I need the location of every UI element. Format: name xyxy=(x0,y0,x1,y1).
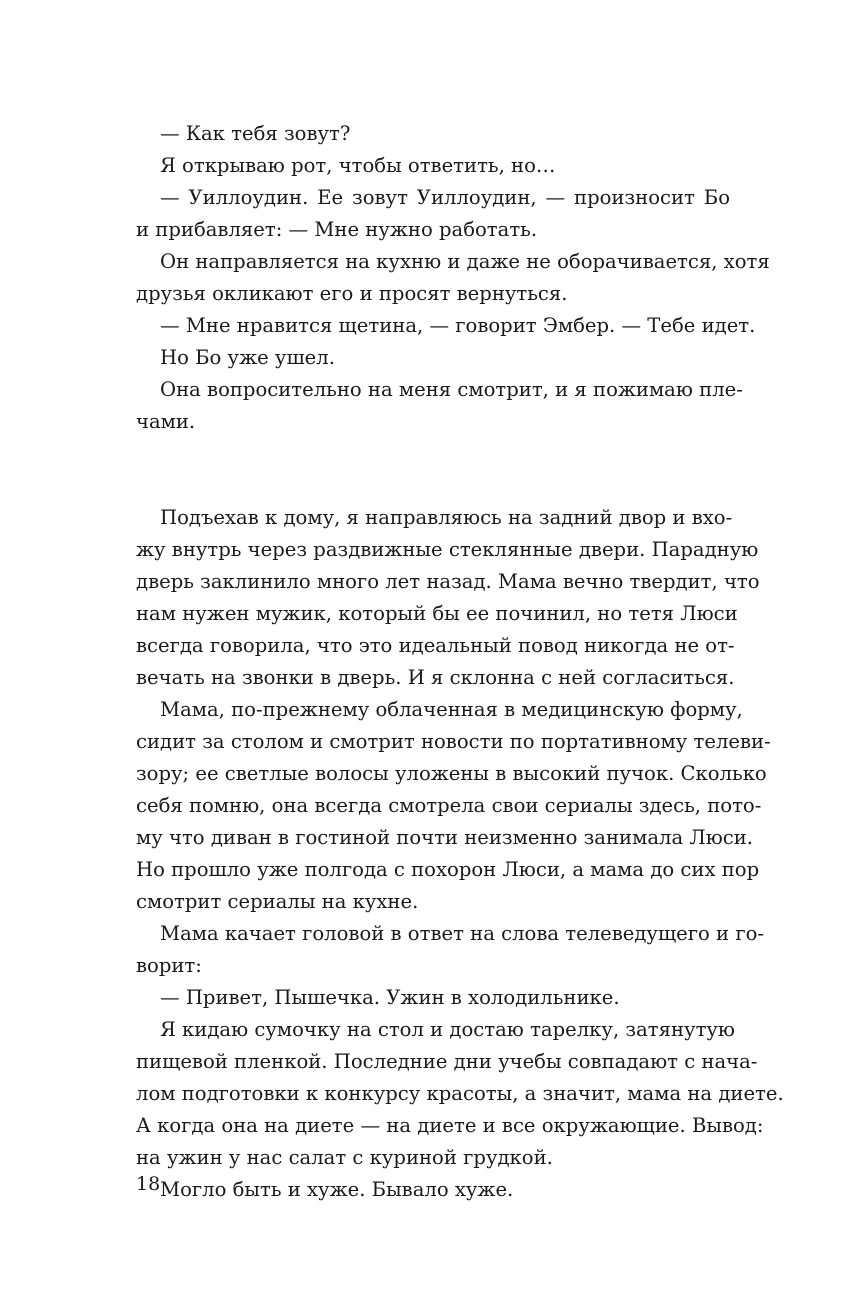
text-line: чами. xyxy=(136,410,196,433)
text-line: друзья окликают его и просят вернуться. xyxy=(136,282,568,305)
text-line: — Мне нравится щетина, — говорит Эмбер. — Тебе идет. xyxy=(160,314,756,337)
text-line: ворит: xyxy=(136,954,202,977)
text-line: на ужин у нас салат с куриной грудкой. xyxy=(136,1146,553,1169)
text-line: жу внутрь через раздвижные стеклянные двери. Парадную xyxy=(136,538,759,561)
text-line: Она вопросительно на меня смотрит, и я пожимаю пле- xyxy=(160,378,743,401)
text-line: всегда говорила, что это идеальный повод никогда не от- xyxy=(136,634,735,657)
text-line: лом подготовки к конкурсу красоты, а значит, мама на диете. xyxy=(136,1082,784,1105)
text-section-home xyxy=(136,502,784,1206)
text-line: смотрит сериалы на кухне. xyxy=(136,890,419,913)
page-body xyxy=(136,118,784,1206)
text-line: и прибавляет: — Мне нужно работать. xyxy=(136,218,538,241)
text-line: Мама качает головой в ответ на слова телеведущего и го- xyxy=(160,922,765,945)
text-line: Подъехав к дому, я направляюсь на задний двор и вхо- xyxy=(160,506,733,529)
text-line: Мама, по-прежнему облаченная в медицинскую форму, xyxy=(160,698,743,721)
text-line: Я кидаю сумочку на стол и достаю тарелку, затянутую xyxy=(160,1018,735,1041)
text-line: Я открываю рот, чтобы ответить, но… xyxy=(160,154,556,177)
text-line: зору; ее светлые волосы уложены в высокий пучок. Сколько xyxy=(136,762,767,785)
text-line: му что диван в гостиной почти неизменно занимала Люси. xyxy=(136,826,754,849)
section-break xyxy=(136,438,730,502)
text-line: сидит за столом и смотрит новости по портативному телеви- xyxy=(136,730,771,753)
text-line: нам нужен мужик, который бы ее починил, но тетя Люси xyxy=(136,602,738,625)
text-line: А когда она на диете — на диете и все окружающие. Вывод: xyxy=(136,1114,764,1137)
text-line: — Уиллоудин. Ее зовут Уиллоудин, — произносит Бо xyxy=(160,186,730,209)
text-line: пищевой пленкой. Последние дни учебы совпадают с нача- xyxy=(136,1050,758,1073)
text-line: себя помню, она всегда смотрела свои сериалы здесь, пото- xyxy=(136,794,762,817)
text-line: Но Бо уже ушел. xyxy=(160,346,335,369)
text-line: Могло быть и хуже. Бывало хуже. xyxy=(160,1178,514,1201)
text-line: — Привет, Пышечка. Ужин в холодильнике. xyxy=(160,986,620,1009)
text-line: вечать на звонки в дверь. И я склонна с ней согласиться. xyxy=(136,666,735,689)
page-number: 18 xyxy=(136,1173,161,1195)
text-line: дверь заклинило много лет назад. Мама вечно твердит, что xyxy=(136,570,760,593)
text-line: Он направляется на кухню и даже не оборачивается, хотя xyxy=(160,250,770,273)
text-section-dialogue xyxy=(136,118,770,438)
text-line: Но прошло уже полгода с похорон Люси, а мама до сих пор xyxy=(136,858,760,881)
text-line: — Как тебя зовут? xyxy=(160,122,351,145)
